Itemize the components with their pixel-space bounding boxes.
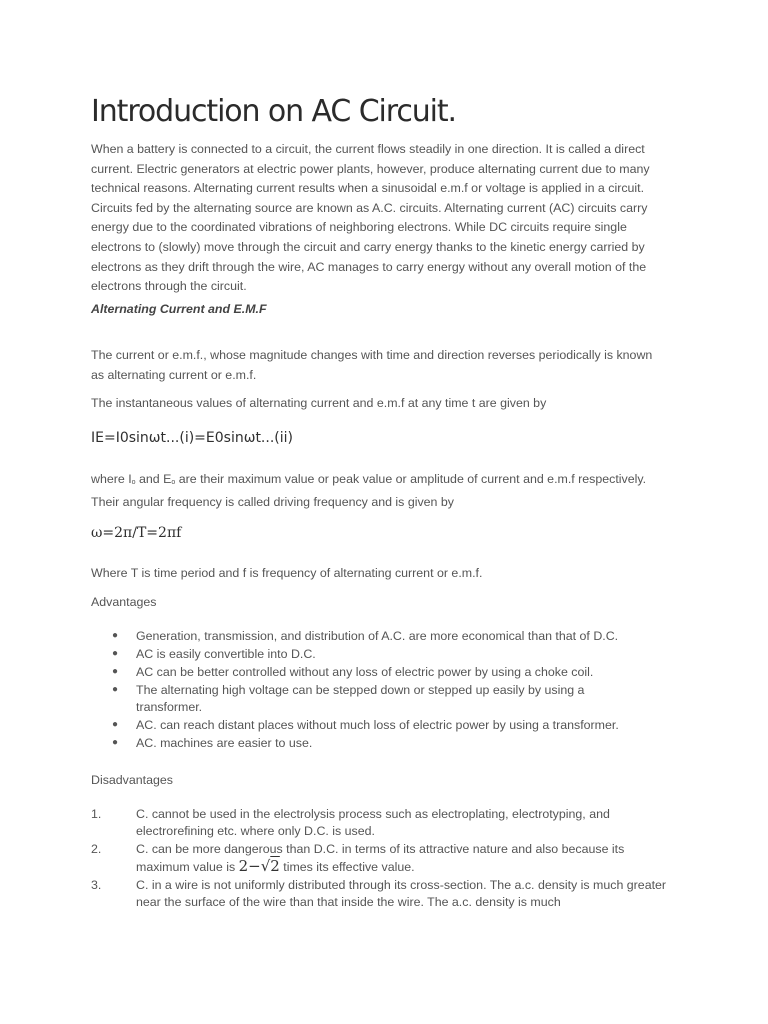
period-paragraph: Where T is time period and f is frequency of alternating current or e.m.f. <box>91 566 483 580</box>
list-item-text: AC is easily convertible into D.C. <box>136 646 316 661</box>
instantaneous-paragraph: The instantaneous values of alternating current and e.m.f at any time t are given by <box>91 396 547 410</box>
list-item-text-after: times its effective value. <box>279 860 415 875</box>
formula-angular-frequency: ω=2π/T=2πf <box>91 525 182 541</box>
list-item <box>91 717 671 734</box>
list-item <box>91 664 671 681</box>
list-item <box>91 628 671 645</box>
list-item <box>91 877 671 912</box>
list-number: 3. <box>91 877 102 892</box>
bullet-icon: ● <box>112 647 119 659</box>
where-sub-2: o <box>171 479 176 486</box>
where-sub-1: o <box>131 479 136 486</box>
disadvantages-heading: Disadvantages <box>91 773 173 787</box>
advantages-heading: Advantages <box>91 595 157 609</box>
list-number: 1. <box>91 807 102 821</box>
list-item-text: C. in a wire is not uniformly distributed through its cross-section. The a.c. density is much greater near the surface of the wire than that inside the wire. The a.c. density is much <box>136 877 667 910</box>
where-text-3: are their maximum value or peak value or amplitude of current and e.m.f respectively. Their angular frequency is called driving frequency and is given by <box>91 472 647 509</box>
definition-paragraph: The current or e.m.f., whose magnitude changes with time and direction reverses periodically is known as alternating current or e.m.f. <box>91 348 653 382</box>
list-number: 2. <box>91 841 102 856</box>
disadvantages-list <box>91 806 671 911</box>
section-subheading: Alternating Current and E.M.F <box>91 302 267 316</box>
bullet-icon: ● <box>112 665 119 677</box>
list-item <box>91 735 671 752</box>
list-item-text: Generation, transmission, and distribution of A.C. are more economical than that of D.C. <box>136 629 619 643</box>
bullet-icon: ● <box>112 683 119 695</box>
list-item-text: AC. can reach distant places without much loss of electric power by using a transformer. <box>136 717 619 732</box>
math-prefix: 2−√ <box>238 857 271 876</box>
advantages-list <box>91 628 671 753</box>
bullet-icon: ● <box>112 718 119 730</box>
list-item-text: The alternating high voltage can be stepped down or stepped up easily by using a transformer. <box>136 682 585 714</box>
list-item-text-before: C. can be more dangerous than D.C. in terms of its attractive nature and also because its maximum value is <box>136 841 625 875</box>
math-radicand: 2 <box>270 857 280 876</box>
list-item <box>91 806 671 841</box>
bullet-icon: ● <box>112 630 119 641</box>
list-item <box>91 841 671 877</box>
where-paragraph <box>91 470 655 512</box>
bullet-icon: ● <box>112 736 119 748</box>
list-item-text: AC can be better controlled without any loss of electric power by using a choke coil. <box>136 664 594 679</box>
list-item-text: C. cannot be used in the electrolysis process such as electroplating, electrotyping, and electrorefining etc. where only D.C. is used. <box>136 807 610 839</box>
list-item <box>91 682 671 716</box>
where-text-1: where I <box>91 472 132 486</box>
formula-instantaneous: IE=I0sinωt...(i)=E0sinωt...(ii) <box>91 430 293 446</box>
intro-paragraph: When a battery is connected to a circuit, the current flows steadily in one direction. It is called a direct current. Electric generators at electric power plants, however, produce alternating current due to many technical reasons. Alternating current results when a sinusoidal e.m.f or voltage is applied in a circuit. Circuits fed by the alternating source are known as A.C. circuits. Alternating current (AC) circuits carry energy due to the coordinated vibrations of neighboring electrons. While DC circuits require single electrons to (slowly) move through the circuit and carry energy thanks to the kinetic energy carried by electrons as they drift through the wire, AC manages to carry energy without any overall motion of the electrons through the circuit. <box>91 142 650 294</box>
math-sqrt-expression <box>239 857 280 875</box>
document-title: Introduction on AC Circuit. <box>91 94 456 129</box>
list-item <box>91 646 671 663</box>
list-item-text: AC. machines are easier to use. <box>136 735 313 750</box>
where-text-2: and E <box>135 472 172 486</box>
